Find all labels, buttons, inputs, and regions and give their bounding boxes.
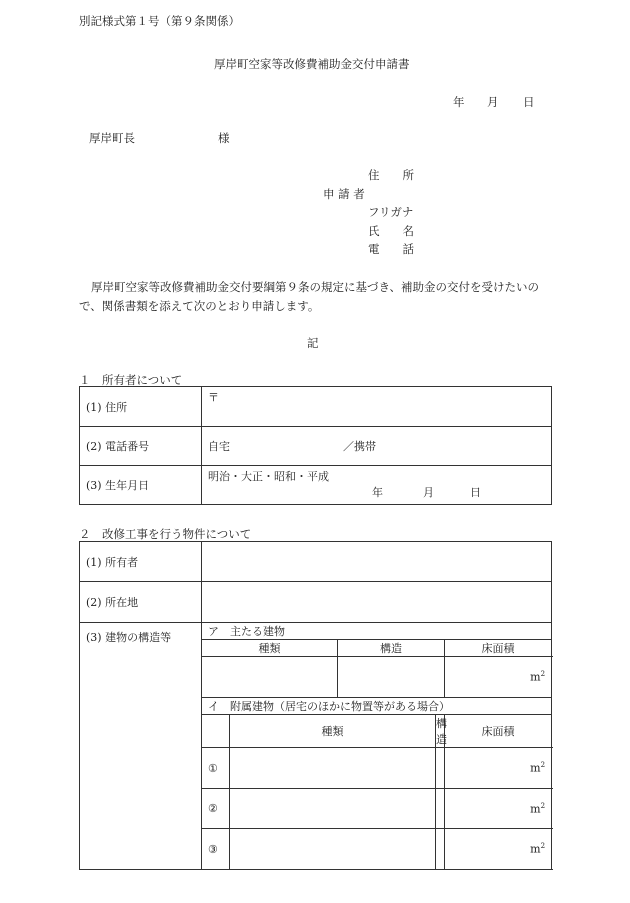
annex-area-cell[interactable]: $m^2$ <box>445 789 552 829</box>
applicant-name-label: 氏 名 <box>368 224 414 238</box>
annex-type-cell[interactable] <box>230 829 436 870</box>
main-type-cell[interactable] <box>202 657 338 698</box>
birthdate-day: 日 <box>470 486 481 499</box>
property-location-field[interactable] <box>202 582 552 623</box>
annex-area-cell[interactable]: $m^2$ <box>445 748 552 789</box>
phone-mobile-label: ／携帯 <box>343 440 376 453</box>
main-structure-cell[interactable] <box>338 657 445 698</box>
owner-address-field[interactable] <box>202 387 552 427</box>
addressee-name: 厚岸町長 <box>89 131 135 145</box>
postal-mark: 〒 <box>208 391 219 404</box>
applicant-phone-label: 電 話 <box>368 242 414 256</box>
annex-col-number <box>202 715 230 748</box>
owner-birthdate-label: (3) 生年月日 <box>80 466 202 505</box>
main-col-type: 種類 <box>202 640 338 657</box>
area-unit: m <box>530 802 541 816</box>
annex-structure-cell[interactable] <box>436 789 445 829</box>
property-table <box>79 541 552 870</box>
birthdate-month: 月 <box>423 486 434 499</box>
main-col-structure: 構造 <box>338 640 445 657</box>
main-col-area: 床面積 <box>445 640 552 657</box>
applicant-label: 申 請 者 <box>323 187 365 201</box>
annex-area-cell[interactable]: $m^2$ <box>445 829 552 870</box>
section1-heading: １ 所有者について <box>79 373 183 387</box>
annex-structure-cell[interactable] <box>436 748 445 789</box>
main-area-cell[interactable]: $m^2$ <box>445 657 552 698</box>
date-year: 年 <box>453 95 465 109</box>
structure-label: (3) 建物の構造等 <box>80 623 202 870</box>
annex-structure-cell[interactable] <box>436 829 445 870</box>
area-unit: m <box>530 842 541 856</box>
area-unit: m <box>530 670 541 684</box>
property-location-label: (2) 所在地 <box>80 582 202 623</box>
annex-row-number: ① <box>202 748 230 789</box>
phone-home-label: 自宅 <box>208 440 230 453</box>
annex-row-number: ③ <box>202 829 230 870</box>
owner-birthdate-field[interactable] <box>202 466 552 505</box>
annex-type-cell[interactable] <box>230 789 436 829</box>
property-owner-field[interactable] <box>202 542 552 582</box>
owner-phone-field[interactable] <box>202 427 552 466</box>
date-day: 日 <box>523 95 535 109</box>
body-text-line2: で、関係書類を添えて次のとおり申請します。 <box>79 299 320 313</box>
annex-col-area: 床面積 <box>445 715 552 748</box>
annex-row-number: ② <box>202 789 230 829</box>
body-text-line1: 厚岸町空家等改修費補助金交付要綱第９条の規定に基づき、補助金の交付を受けたいの <box>91 280 540 294</box>
annex-type-cell[interactable] <box>230 748 436 789</box>
annex-building-heading: イ 附属建物（居宅のほかに物置等がある場合） <box>202 698 552 715</box>
annex-col-structure: 構造 <box>436 715 445 748</box>
owner-table <box>79 386 552 505</box>
main-building-heading: ア 主たる建物 <box>202 623 552 640</box>
addressee-honorific: 様 <box>218 131 230 145</box>
ki-heading: 記 <box>307 336 319 350</box>
birthdate-eras: 明治・大正・昭和・平成 <box>208 470 329 483</box>
applicant-address-label: 住 所 <box>368 168 414 182</box>
applicant-furigana-label: フリガナ <box>368 205 414 219</box>
owner-address-label: (1) 住所 <box>80 387 202 427</box>
form-label: 別記様式第１号（第９条関係） <box>79 14 240 28</box>
owner-phone-label: (2) 電話番号 <box>80 427 202 466</box>
area-unit: m <box>530 761 541 775</box>
annex-col-type: 種類 <box>230 715 436 748</box>
property-owner-label: (1) 所有者 <box>80 542 202 582</box>
date-month: 月 <box>487 95 499 109</box>
section2-heading: ２ 改修工事を行う物件について <box>79 527 252 541</box>
birthdate-year: 年 <box>372 486 383 499</box>
document-title: 厚岸町空家等改修費補助金交付申請書 <box>214 57 410 71</box>
